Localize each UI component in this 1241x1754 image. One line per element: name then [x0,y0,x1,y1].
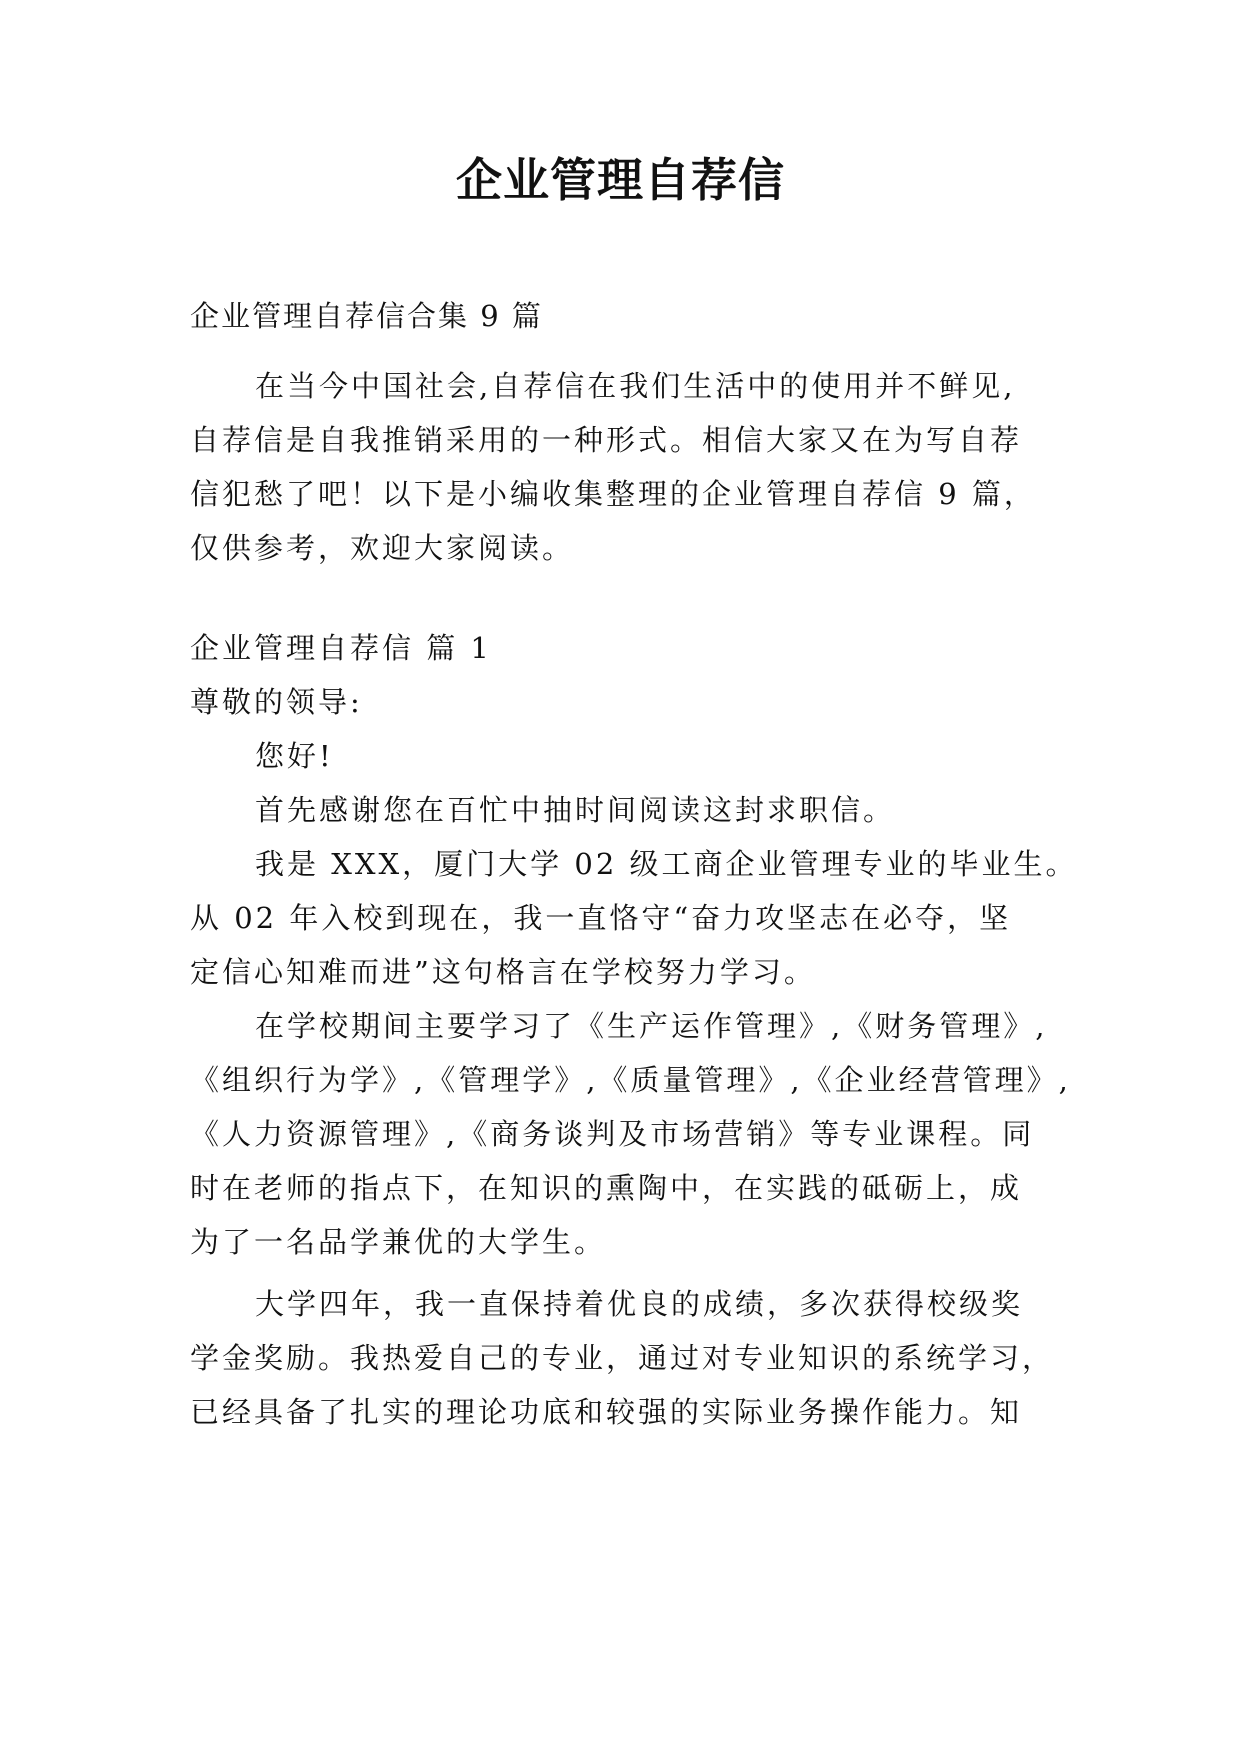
paragraph-4-line-2: 学金奖励。我热爱自己的专业，通过对专业知识的系统学习， [190,1341,1055,1375]
paragraph-3-line-1: 在学校期间主要学习了《生产运作管理》,《财务管理》, [255,1009,1048,1043]
paragraph-3-line-4: 时在老师的指点下，在知识的熏陶中，在实践的砥砺上，成 [190,1171,1023,1205]
intro-line-1: 在当今中国社会,自荐信在我们生活中的使用并不鲜见, [255,369,1016,403]
paragraph-2-line-2: 从 02 年入校到现在，我一直恪守“奋力攻坚志在必夺，坚 [190,901,1012,935]
paragraph-1: 首先感谢您在百忙中抽时间阅读这封求职信。 [255,793,896,827]
paragraph-2-line-3: 定信心知难而进”这句格言在学校努力学习。 [190,955,816,989]
paragraph-4-line-1: 大学四年，我一直保持着优良的成绩，多次获得校级奖 [255,1287,1024,1321]
paragraph-2-line-1: 我是 XXX，厦门大学 02 级工商企业管理专业的毕业生。 [255,847,1078,881]
intro-line-2: 自荐信是自我推销采用的一种形式。相信大家又在为写自荐 [190,423,1023,457]
paragraph-3-line-3: 《人力资源管理》,《商务谈判及市场营销》等专业课程。同 [190,1117,1035,1151]
paragraph-4-line-3: 已经具备了扎实的理论功底和较强的实际业务操作能力。知 [190,1395,1023,1429]
document-subtitle: 企业管理自荐信合集 9 篇 [190,299,543,333]
paragraph-3-line-5: 为了一名品学兼优的大学生。 [190,1225,607,1259]
paragraph-3-line-2: 《组织行为学》,《管理学》,《质量管理》,《企业经营管理》, [190,1063,1071,1097]
greeting: 您好! [255,739,334,773]
section-heading: 企业管理自荐信 篇 1 [190,631,492,665]
intro-line-4: 仅供参考，欢迎大家阅读。 [190,531,575,565]
intro-line-3: 信犯愁了吧！以下是小编收集整理的企业管理自荐信 9 篇， [190,477,1036,511]
document-title: 企业管理自荐信 [456,153,785,207]
salutation: 尊敬的领导: [190,685,363,719]
